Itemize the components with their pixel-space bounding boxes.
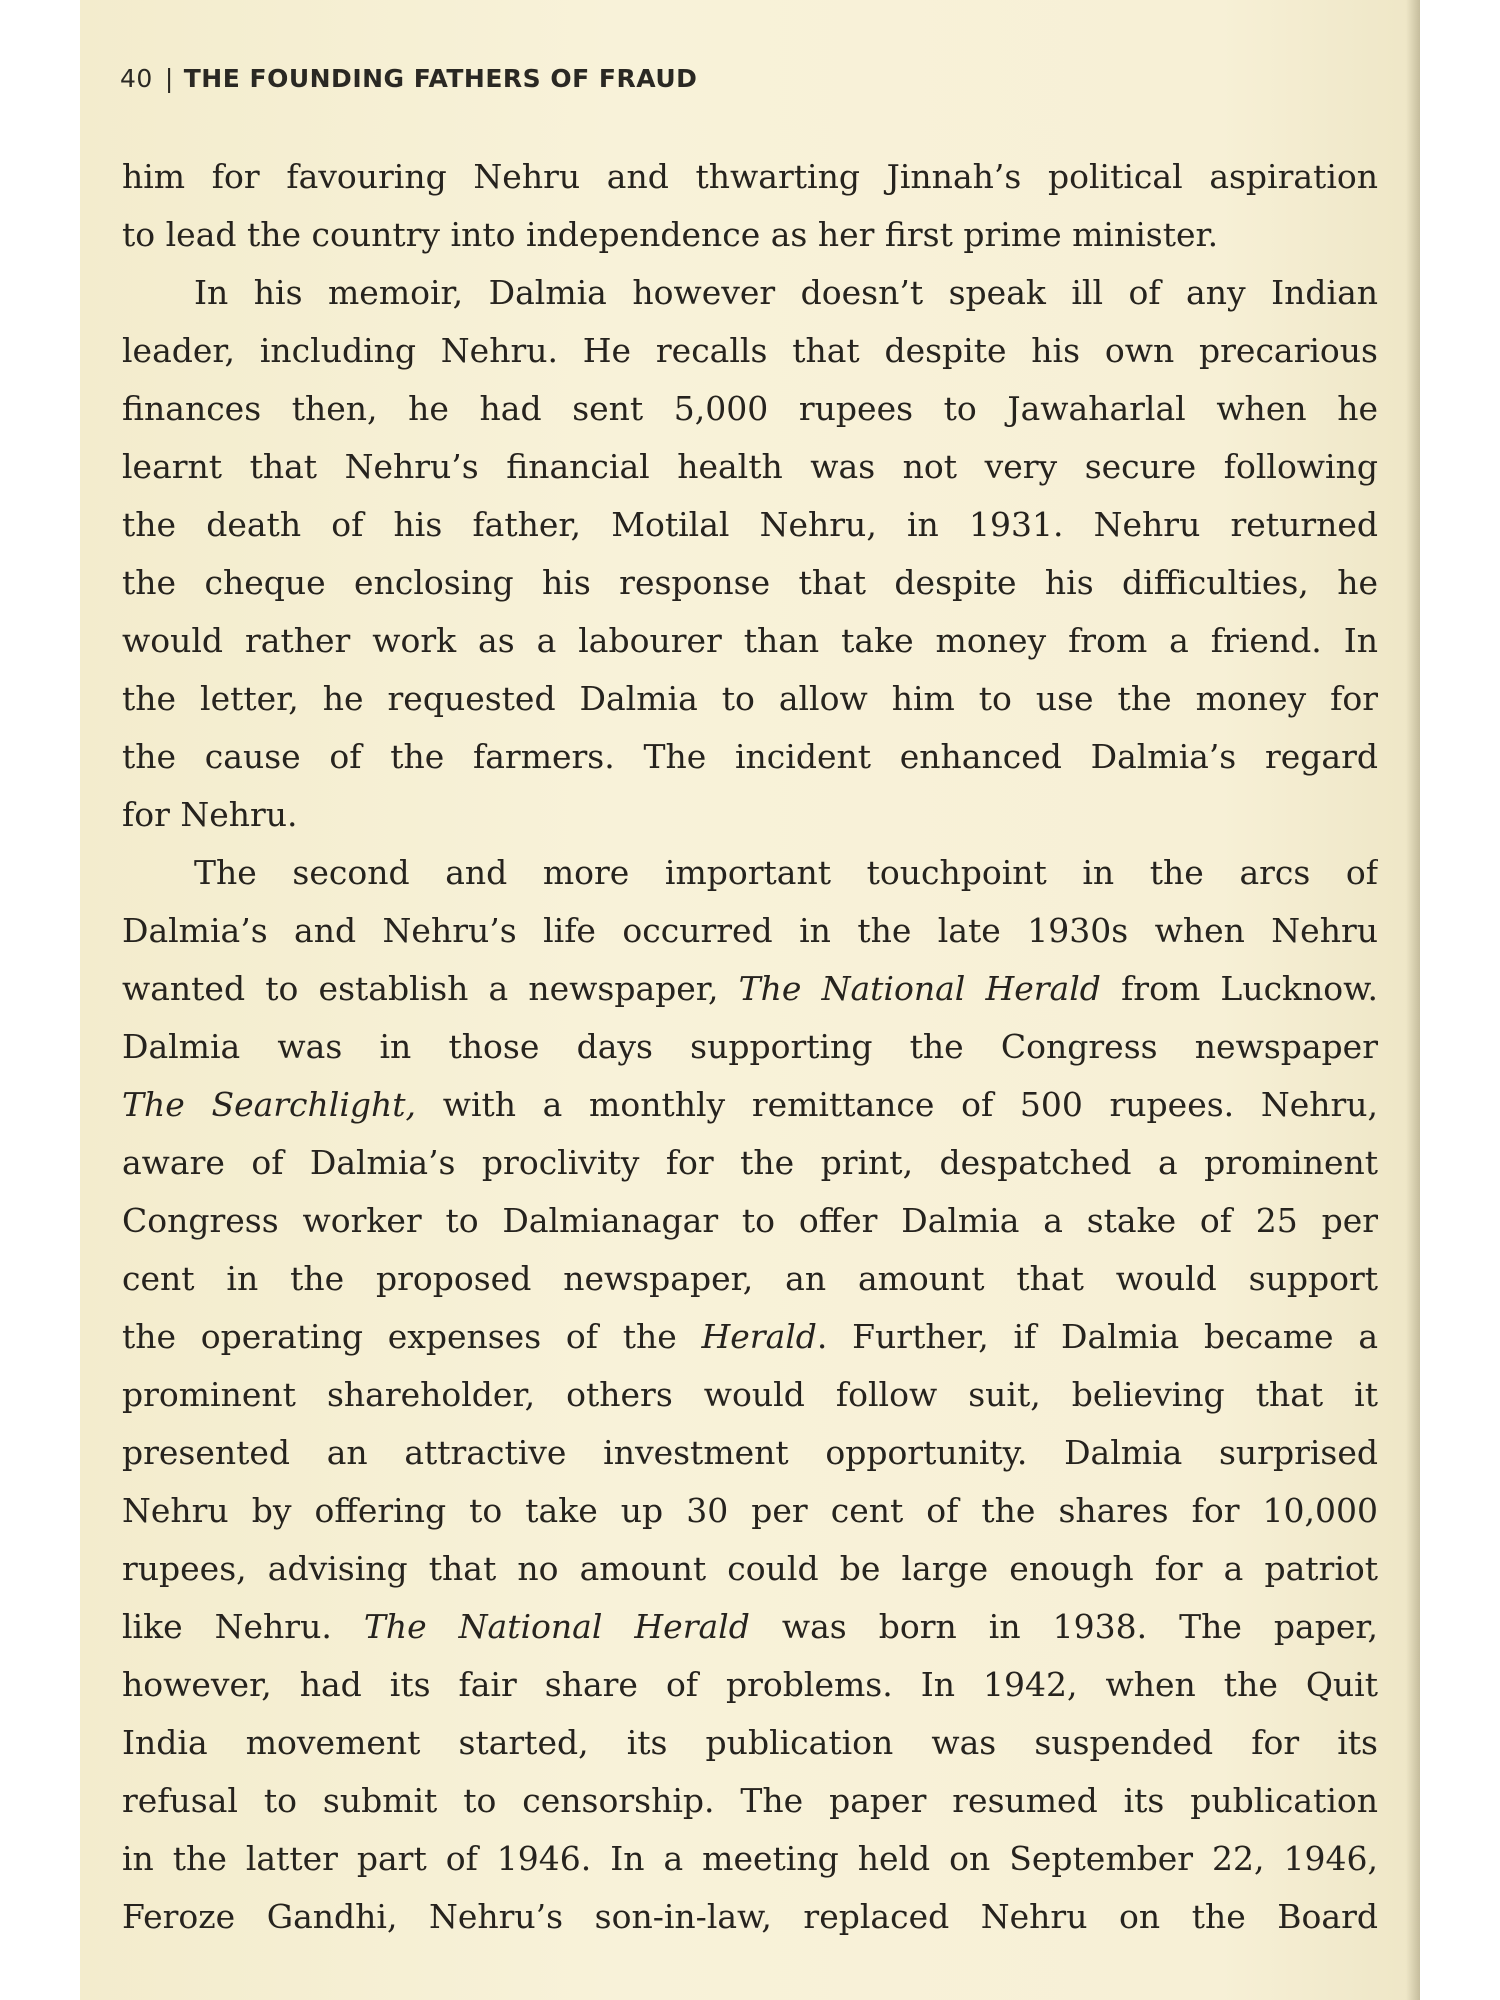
running-head: [120, 64, 697, 93]
text-line: the cause of the farmers. The incident enhanced Dalmia’s regard: [122, 737, 1378, 776]
text-line: would rather work as a labourer than take money from a friend. In: [122, 621, 1378, 660]
text-line: the death of his father, Motilal Nehru, in 1931. Nehru returned: [122, 505, 1378, 544]
text-line: however, had its fair share of problems. In 1942, when the Quit: [122, 1665, 1378, 1704]
text-line: refusal to submit to censorship. The paper resumed its publication: [122, 1781, 1378, 1820]
newspaper-title: The National Herald: [363, 1607, 750, 1646]
text-segment: was born in 1938. The paper,: [749, 1607, 1378, 1646]
text-line: The second and more important touchpoint in the arcs of: [194, 853, 1378, 892]
text-line: learnt that Nehru’s financial health was not very secure following: [122, 447, 1378, 486]
newspaper-title: The National Herald: [738, 969, 1101, 1008]
text-line: In his memoir, Dalmia however doesn’t speak ill of any Indian: [194, 273, 1378, 312]
text-line: Dalmia was in those days supporting the Congress newspaper: [122, 1027, 1378, 1066]
text-line: Feroze Gandhi, Nehru’s son-in-law, replaced Nehru on the Board: [122, 1897, 1378, 1936]
text-line: in the latter part of 1946. In a meeting held on September 22, 1946,: [122, 1839, 1378, 1878]
text-line: him for favouring Nehru and thwarting Jinnah’s political aspiration: [122, 157, 1378, 196]
newspaper-title: The Searchlight,: [122, 1085, 417, 1124]
text-line: [122, 1598, 1378, 1656]
text-line: Nehru by offering to take up 30 per cent of the shares for 10,000: [122, 1491, 1378, 1530]
text-line: cent in the proposed newspaper, an amount that would support: [122, 1259, 1378, 1298]
text-line: [122, 960, 1378, 1018]
text-segment: wanted to establish a newspaper,: [122, 969, 739, 1008]
text-line: aware of Dalmia’s proclivity for the print, despatched a prominent: [122, 1143, 1378, 1182]
text-line: Dalmia’s and Nehru’s life occurred in the late 1930s when Nehru: [122, 911, 1378, 950]
page-gutter-shadow: [1406, 0, 1420, 2000]
newspaper-title: Herald: [701, 1317, 817, 1356]
book-page: [80, 0, 1420, 2000]
text-line: rupees, advising that no amount could be large enough for a patriot: [122, 1549, 1378, 1588]
text-line: the cheque enclosing his response that despite his difficulties, he: [122, 563, 1378, 602]
page-number: 40: [120, 64, 153, 93]
text-line: leader, including Nehru. He recalls that despite his own precarious: [122, 331, 1378, 370]
text-line: India movement started, its publication was suspended for its: [122, 1723, 1378, 1762]
body-text: [122, 148, 1378, 1946]
text-segment: . Further, if Dalmia became a: [816, 1317, 1378, 1356]
text-segment: with a monthly remittance of 500 rupees. Nehru,: [416, 1085, 1378, 1124]
text-line: [122, 1076, 1378, 1134]
text-line: prominent shareholder, others would follow suit, believing that it: [122, 1375, 1378, 1414]
text-line: Congress worker to Dalmianagar to offer Dalmia a stake of 25 per: [122, 1201, 1378, 1240]
text-segment: like Nehru.: [122, 1607, 364, 1646]
text-line: for Nehru.: [122, 795, 298, 834]
text-segment: from Lucknow.: [1100, 969, 1378, 1008]
text-line: the letter, he requested Dalmia to allow him to use the money for: [122, 679, 1378, 718]
text-line: [122, 1308, 1378, 1366]
text-segment: the operating expenses of the: [122, 1317, 702, 1356]
book-title: THE FOUNDING FATHERS OF FRAUD: [183, 64, 698, 93]
text-line: finances then, he had sent 5,000 rupees to Jawaharlal when he: [122, 389, 1378, 428]
text-line: to lead the country into independence as her first prime minister.: [122, 215, 1219, 254]
text-line: presented an attractive investment opportunity. Dalmia surprised: [122, 1433, 1378, 1472]
header-separator: |: [164, 64, 174, 93]
